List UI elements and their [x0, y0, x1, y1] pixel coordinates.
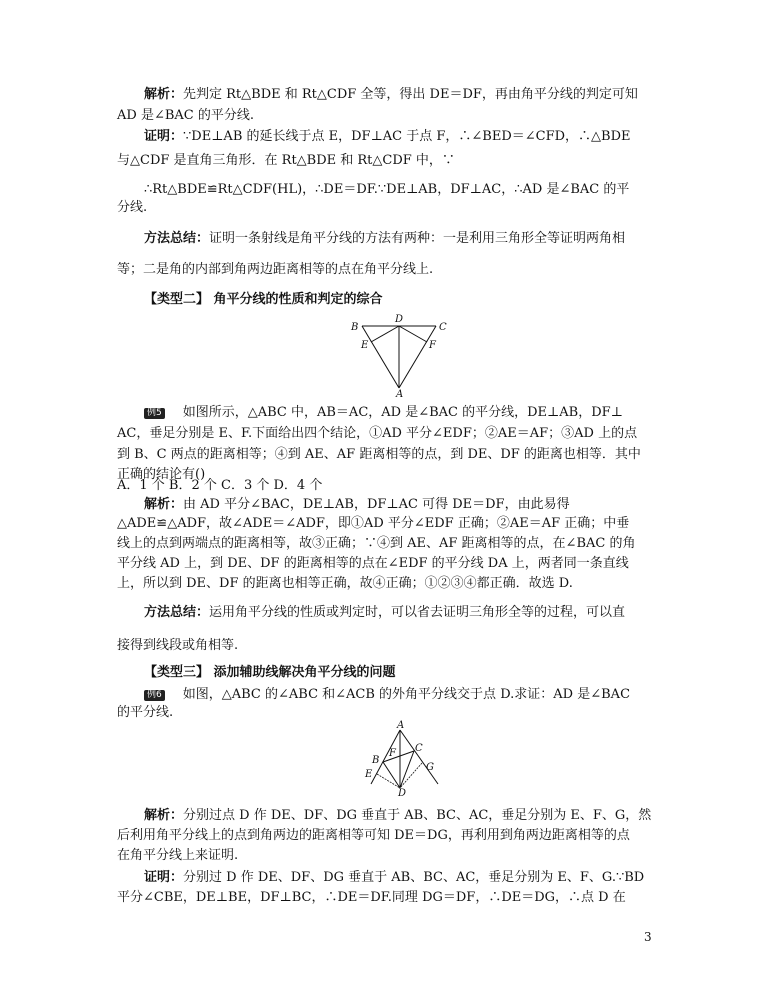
example-6-line: [144, 686, 630, 704]
text-line: 平分∠CBE，DE⊥BE，DF⊥BC，∴DE＝DF.同理 DG＝DF，∴DE＝DG，∴点 D 在: [117, 890, 626, 905]
analysis-label: 解析：: [144, 808, 184, 823]
proof-label: 证明：: [144, 870, 184, 885]
text: 分别过 D 作 DE、DF、DG 垂直于 AB、BC、AC，垂足分别为 E、F、G.∵BD: [183, 870, 645, 885]
proof-line: [144, 869, 644, 887]
text: 证明一条射线是角平分线的方法有两种：一是利用三角形全等证明两角相: [209, 231, 626, 246]
example-6-badge: 例6: [144, 690, 165, 701]
method-summary-label: 方法总结：: [144, 231, 210, 246]
text-line: 等；二是角的内部到角两边距离相等的点在角平分线上.: [117, 262, 434, 277]
label-B: B: [372, 755, 380, 766]
label-A: A: [397, 720, 405, 731]
analysis-label: 解析：: [144, 497, 184, 512]
text-line: 分线.: [117, 200, 148, 215]
method-summary-line: [144, 230, 625, 248]
seg: [371, 326, 399, 342]
label-E: E: [365, 769, 373, 780]
figure-triangle-1: [345, 313, 455, 397]
seg: [399, 326, 427, 342]
proof-line: [144, 128, 631, 146]
text-line: 线上的点到两端点的距离相等，故③正确；∵④到 AE、AF 距离相等的点，在∠BAC 的角: [117, 536, 636, 551]
text: 如图所示，△ABC 中，AB＝AC，AD 是∠BAC 的平分线，DE⊥AB，DF⊥: [182, 405, 623, 420]
text-line: 与△CDF 是直角三角形．在 Rt△BDE 和 Rt△CDF 中，∵: [117, 153, 455, 168]
proof-label: 证明：: [144, 129, 184, 144]
method-summary-line: [144, 604, 625, 622]
analysis-line: [144, 807, 651, 825]
text-line: AD 是∠BAC 的平分线.: [117, 108, 254, 123]
analysis-line: [144, 496, 570, 514]
text-line: AC，垂足分别是 E、F.下面给出四个结论，①AD 平分∠EDF；②AE＝AF；③AD 上的点: [117, 426, 638, 441]
section-heading-type3: 【类型三】 添加辅助线解决角平分线的问题: [144, 665, 396, 680]
text: 分别过点 D 作 DE、DF、DG 垂直于 AB、BC、AC，垂足分别为 E、F、G，然: [183, 808, 652, 823]
text: 由 AD 平分∠BAC，DE⊥AB，DF⊥AC 可得 DE＝DF，由此易得: [183, 497, 570, 512]
text-line: ∴Rt△BDE≌Rt△CDF(HL)，∴DE＝DF.∵DE⊥AB，DF⊥AC，∴AD 是∠BAC 的平: [144, 182, 630, 197]
text-line: 接得到线段或角相等.: [117, 638, 239, 653]
seg: [377, 774, 400, 788]
label-D: D: [398, 788, 407, 796]
label-F: F: [429, 340, 436, 351]
seg: [383, 762, 400, 788]
analysis-line: [144, 86, 638, 104]
label-E: E: [361, 340, 369, 351]
text: 运用角平分线的性质或判定时，可以省去证明三角形全等的过程，可以直: [209, 605, 626, 620]
text: ∵DE⊥AB 的延长线于点 E，DF⊥AC 于点 F，∴∠BED＝∠CFD，∴△BDE: [183, 129, 631, 144]
label-G: G: [426, 762, 434, 773]
text-line: 平分线 AD 上，到 DE、DF 的距离相等的点在∠EDF 的平分线 DA 上，两者同一条直线: [117, 556, 629, 571]
text: 如图，△ABC 的∠ABC 和∠ACB 的外角平分线交于点 D.求证：AD 是∠BAC: [182, 687, 631, 702]
seg: [362, 326, 399, 388]
example-5-line: [144, 404, 623, 422]
seg: [400, 751, 414, 788]
text-line: 上，所以到 DE、DF 的距离也相等正确，故④正确；①②③④都正确．故选 D.: [117, 576, 573, 591]
text-line: 的平分线.: [117, 705, 174, 720]
label-C: C: [415, 743, 423, 754]
label-C: C: [439, 322, 447, 333]
method-summary-label: 方法总结：: [144, 605, 210, 620]
page-number: 3: [644, 930, 652, 944]
example-5-badge: 例5: [144, 408, 165, 419]
answer-options: A．1 个 B．2 个 C．3 个 D．4 个: [117, 478, 323, 493]
text-line: 到 B、C 两点的距离相等；④到 AE、AF 距离相等的点，到 DE、DF 的距离也相等．其中: [117, 447, 641, 462]
text-line: △ADE≌△ADF，故∠ADE＝∠ADF，即①AD 平分∠EDF 正确；②AE＝AF 正确；中垂: [117, 516, 630, 531]
figure-triangle-2: [358, 718, 448, 796]
text-line: 正确的结论有(): [117, 467, 206, 482]
seg: [400, 763, 422, 788]
label-D: D: [395, 314, 404, 325]
label-A: A: [396, 389, 404, 397]
text-line: 后利用角平分线上的点到角两边的距离相等可知 DE＝DG，再利用到角两边距离相等的点: [117, 828, 630, 843]
label-B: B: [351, 322, 359, 333]
analysis-label: 解析：: [144, 87, 184, 102]
section-heading-type2: 【类型二】 角平分线的性质和判定的综合: [144, 292, 383, 307]
label-F: F: [389, 748, 396, 759]
seg: [400, 730, 438, 784]
seg: [399, 326, 436, 388]
text-line: 在角平分线上来证明.: [117, 848, 239, 863]
text: 先判定 Rt△BDE 和 Rt△CDF 全等，得出 DE＝DF，再由角平分线的判定可知: [183, 87, 638, 102]
